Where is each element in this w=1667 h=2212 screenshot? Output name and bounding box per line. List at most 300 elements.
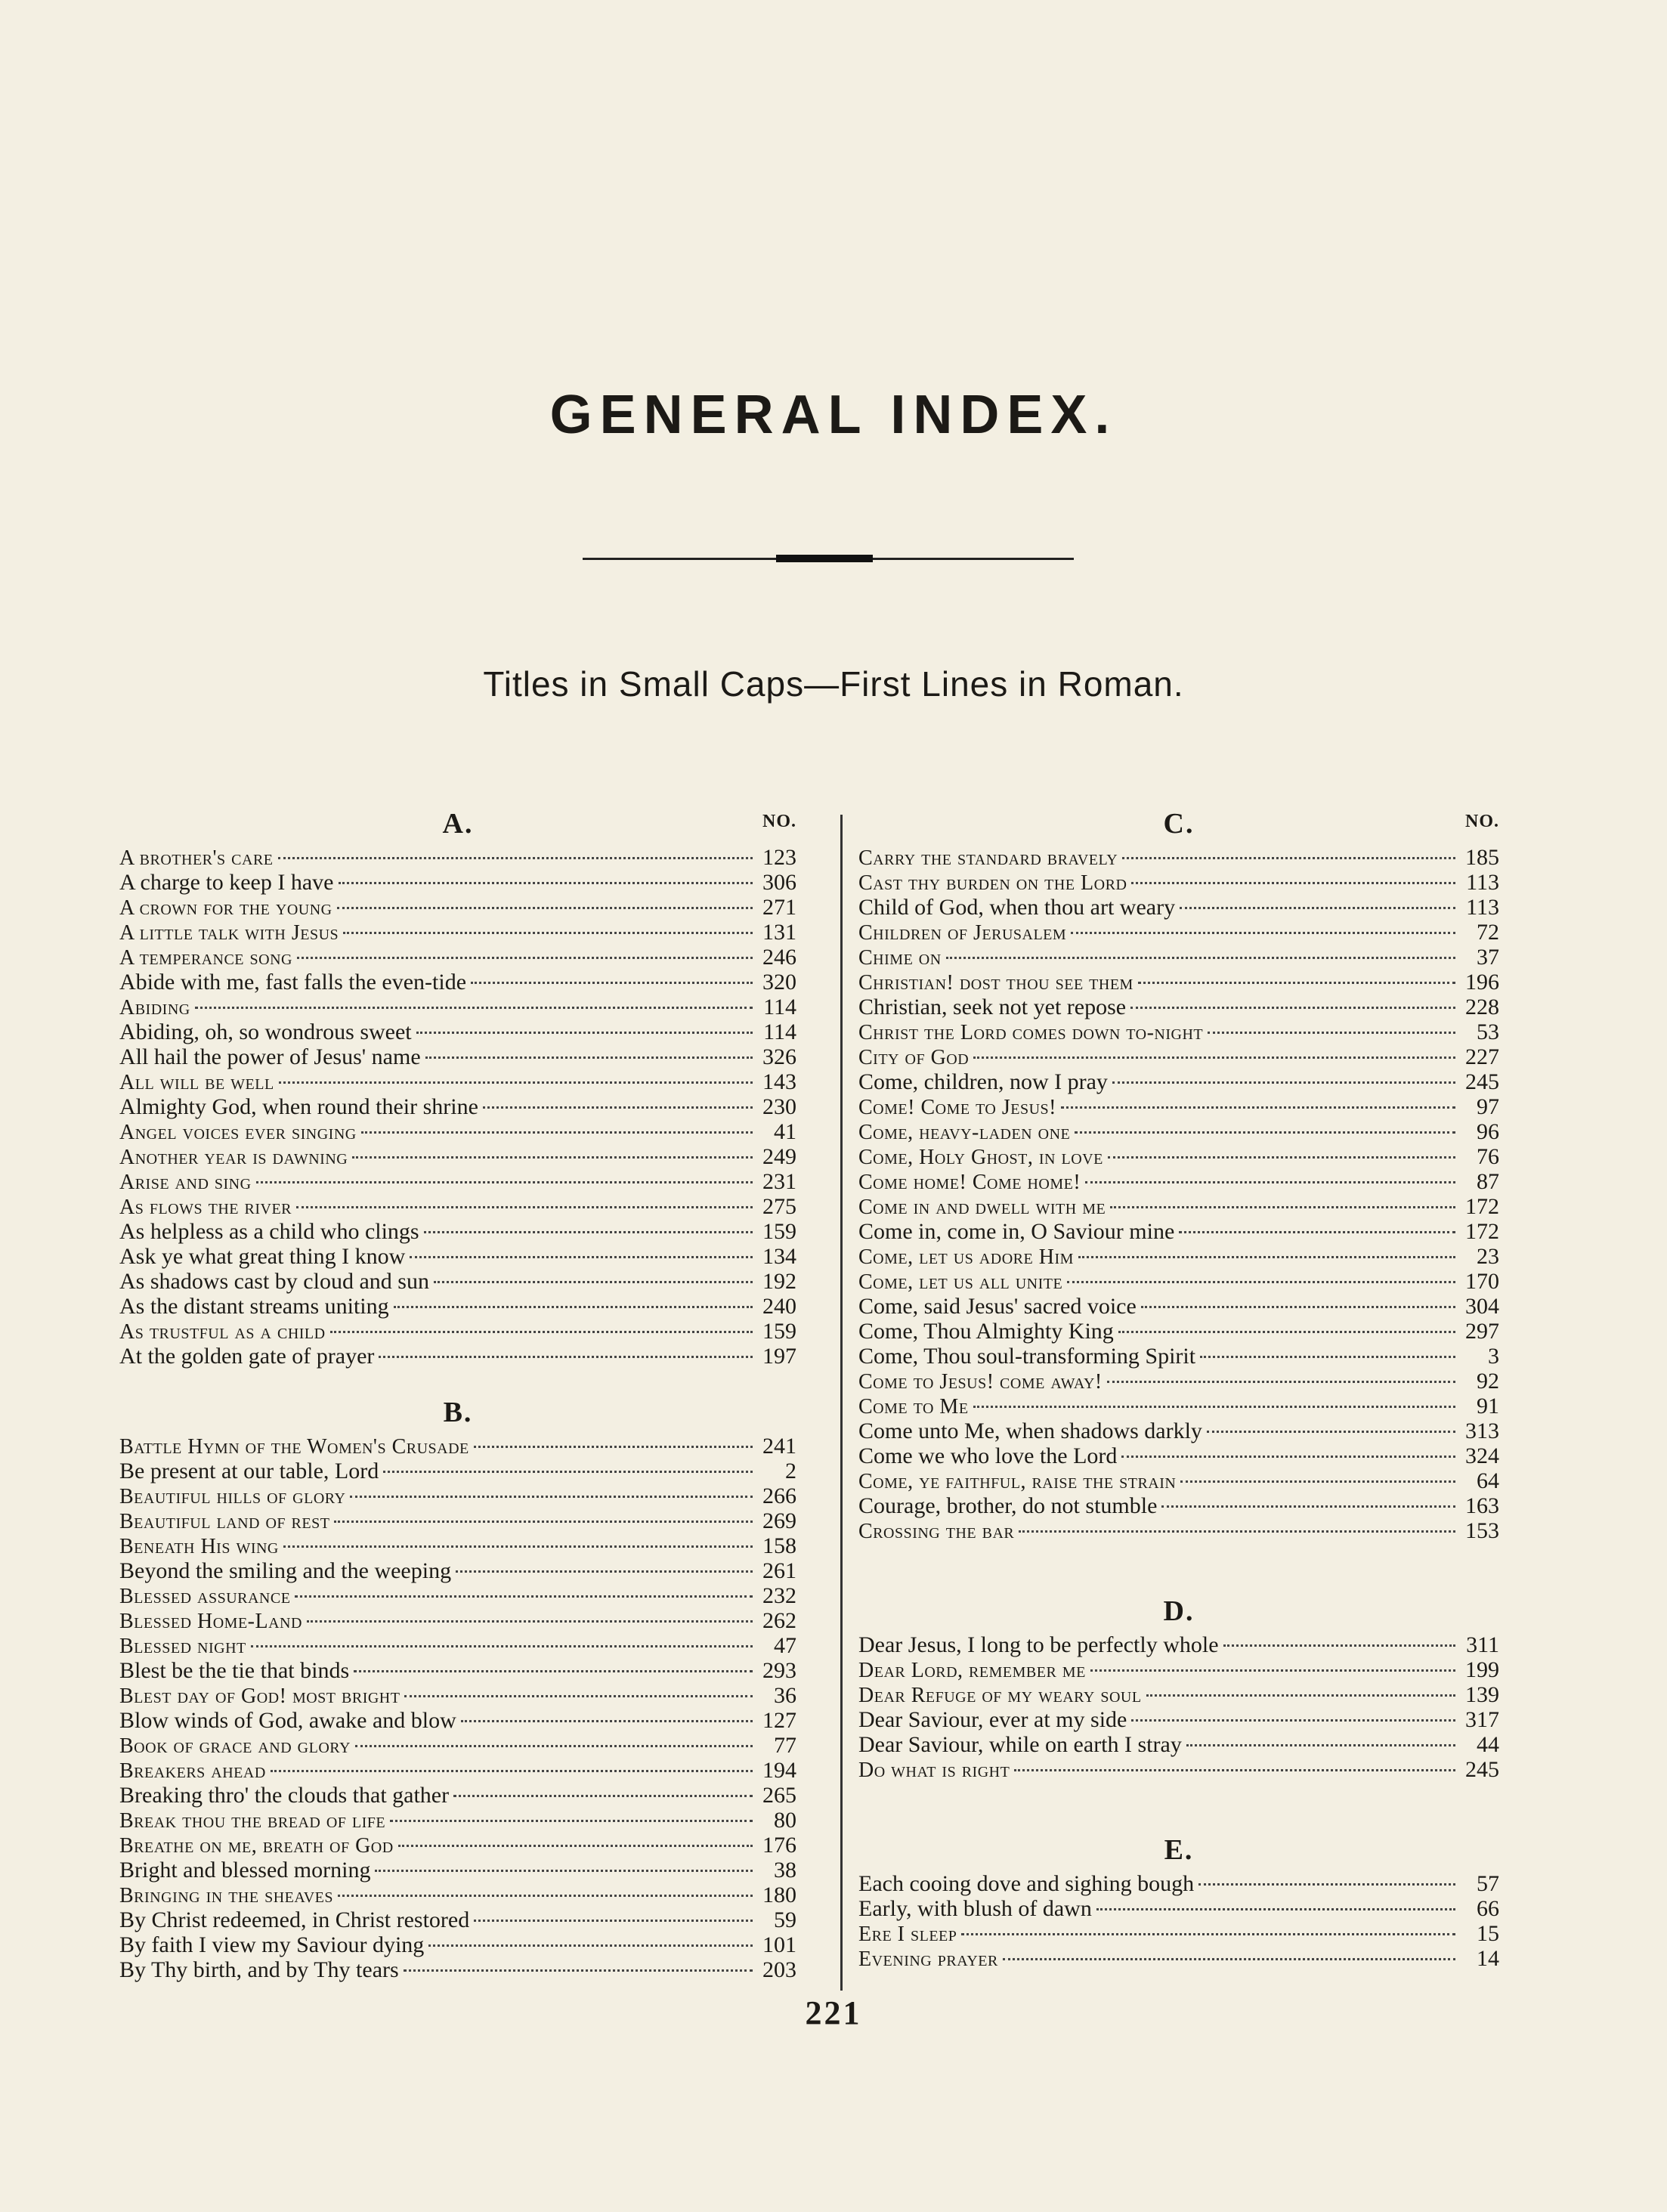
entry-title: Come to Me [858, 1395, 969, 1418]
hymn-number: 80 [774, 1808, 796, 1833]
index-entry [858, 1418, 1499, 1443]
ornamental-rule [583, 555, 1074, 564]
leader-dots [1200, 1356, 1455, 1358]
hymn-number: 36 [774, 1683, 796, 1708]
hymn-number: 44 [1477, 1732, 1499, 1757]
section-letter: C. [1163, 808, 1195, 840]
entry-title: Battle Hymn of the Women's Crusade [119, 1435, 469, 1459]
leader-dots [354, 1670, 753, 1672]
entry-first-line: As helpless as a child who clings [119, 1219, 419, 1244]
hymn-number: 123 [762, 845, 796, 870]
entry-title: Break thou the bread of life [119, 1809, 386, 1833]
leader-dots [361, 1131, 753, 1134]
hymn-number: 37 [1477, 945, 1499, 970]
index-entry [119, 1194, 796, 1219]
entry-first-line: At the golden gate of prayer [119, 1344, 375, 1369]
section-letter: E. [1164, 1834, 1194, 1866]
entry-title: Blessed night [119, 1635, 246, 1658]
entry-first-line: By Christ redeemed, in Christ restored [119, 1907, 470, 1932]
entry-first-line: Early, with blush of dawn [858, 1896, 1092, 1921]
hymn-number: 92 [1477, 1369, 1499, 1394]
entry-first-line: Courage, brother, do not stumble [858, 1493, 1158, 1518]
index-entry [858, 1319, 1499, 1344]
hymn-number: 320 [762, 970, 796, 995]
index-entry [858, 1946, 1499, 1971]
index-entry [119, 1633, 796, 1658]
hymn-number: 275 [762, 1194, 796, 1219]
hymn-number: 77 [774, 1733, 796, 1758]
hymn-number: 194 [762, 1758, 796, 1783]
index-entry [119, 1733, 796, 1758]
entry-first-line: Blow winds of God, awake and blow [119, 1708, 456, 1733]
entry-title: Come home! Come home! [858, 1171, 1081, 1194]
leader-dots [283, 1545, 753, 1548]
leader-dots [278, 857, 753, 859]
leader-dots [1180, 1480, 1455, 1483]
entry-title: Angel voices ever singing [119, 1121, 357, 1144]
leader-dots [961, 1933, 1455, 1935]
entry-title: Blessed Home-Land [119, 1610, 302, 1633]
leader-dots [973, 1057, 1455, 1059]
index-entry [858, 1468, 1499, 1493]
index-entry [858, 1069, 1499, 1094]
index-column-left [119, 803, 796, 1982]
hymn-number: 324 [1465, 1443, 1499, 1468]
leader-dots [404, 1969, 753, 1972]
hymn-number: 153 [1465, 1518, 1499, 1543]
leader-dots [1198, 1883, 1455, 1886]
entry-first-line: Ask ye what great thing I know [119, 1244, 406, 1269]
index-entry [119, 945, 796, 970]
index-entry [858, 1019, 1499, 1044]
hymn-number: 59 [774, 1907, 796, 1932]
leader-dots [338, 1895, 753, 1897]
index-entry [858, 895, 1499, 920]
entry-title: Evening prayer [858, 1947, 998, 1971]
index-entry [119, 1169, 796, 1194]
index-section [858, 1590, 1499, 1782]
page-number: 221 [805, 1994, 862, 2031]
leader-dots [1141, 1306, 1455, 1308]
entry-first-line: A charge to keep I have [119, 870, 334, 895]
entry-title: Ere I sleep [858, 1923, 957, 1946]
hymn-number: 311 [1466, 1632, 1499, 1657]
hymn-number: 227 [1465, 1044, 1499, 1069]
index-entry [119, 1044, 796, 1069]
leader-dots [1122, 857, 1455, 859]
leader-dots [1223, 1644, 1455, 1647]
index-entry [119, 1907, 796, 1932]
leader-dots [307, 1620, 753, 1623]
leader-dots [1138, 982, 1455, 984]
entry-title: Come! Come to Jesus! [858, 1096, 1056, 1119]
index-entry [858, 1169, 1499, 1194]
hymn-number: 3 [1488, 1344, 1499, 1369]
entry-first-line: As the distant streams uniting [119, 1294, 389, 1319]
entry-title: A temperance song [119, 946, 292, 970]
hymn-number: 159 [762, 1319, 796, 1344]
index-entry [119, 970, 796, 995]
index-section [858, 1829, 1499, 1971]
leader-dots [1110, 1206, 1455, 1208]
leader-dots [1207, 1431, 1455, 1433]
index-entry [119, 1708, 796, 1733]
leader-dots [355, 1745, 753, 1747]
hymn-number: 228 [1465, 995, 1499, 1019]
entry-first-line: Come, said Jesus' sacred voice [858, 1294, 1137, 1319]
hymn-number: 172 [1465, 1219, 1499, 1244]
leader-dots [1078, 1256, 1455, 1258]
index-entry [119, 1119, 796, 1144]
index-entry [119, 1658, 796, 1683]
index-entry [119, 1783, 796, 1808]
entry-first-line: Abide with me, fast falls the even-tide [119, 970, 467, 995]
index-entry [119, 1808, 796, 1833]
entry-title: Carry the standard bravely [858, 846, 1118, 870]
leader-dots [383, 1471, 753, 1473]
index-entry [119, 1219, 796, 1244]
entry-first-line: Come in, come in, O Saviour mine [858, 1219, 1175, 1244]
hymn-number: 131 [762, 920, 796, 945]
index-entry [119, 1269, 796, 1294]
leader-dots [471, 982, 753, 984]
leader-dots [416, 1032, 753, 1034]
hymn-number: 232 [762, 1583, 796, 1608]
entry-title: Christ the Lord comes down to-night [858, 1021, 1204, 1044]
index-entry [119, 1344, 796, 1369]
entry-title: As flows the river [119, 1196, 292, 1219]
hymn-number: 2 [785, 1459, 796, 1483]
entry-title: Another year is dawning [119, 1146, 348, 1169]
index-entry [858, 870, 1499, 895]
leader-dots [1180, 907, 1455, 909]
hymn-number: 269 [762, 1508, 796, 1533]
index-entry [119, 1608, 796, 1633]
index-entry [119, 1294, 796, 1319]
hymn-number: 231 [762, 1169, 796, 1194]
entry-first-line: All hail the power of Jesus' name [119, 1044, 421, 1069]
entry-title: All will be well [119, 1071, 274, 1094]
leader-dots [428, 1944, 753, 1947]
entry-title: Beneath His wing [119, 1535, 279, 1558]
entry-title: Come to Jesus! come away! [858, 1370, 1103, 1394]
entry-title: Blest day of God! most bright [119, 1685, 401, 1708]
leader-dots [1107, 1381, 1455, 1383]
index-entry [119, 1459, 796, 1483]
entry-first-line: Come, children, now I pray [858, 1069, 1108, 1094]
index-entry [858, 845, 1499, 870]
index-entry [119, 1533, 796, 1558]
hymn-number: 53 [1477, 1019, 1499, 1044]
section-gap [858, 1543, 1499, 1590]
hymn-number: 14 [1477, 1946, 1499, 1971]
index-column-right [858, 803, 1499, 1971]
number-column-header: NO. [1465, 812, 1499, 831]
leader-dots [456, 1570, 753, 1573]
hymn-number: 134 [762, 1244, 796, 1269]
hymn-number: 185 [1465, 845, 1499, 870]
hymn-number: 23 [1477, 1244, 1499, 1269]
index-entry [119, 1558, 796, 1583]
hymn-number: 91 [1477, 1394, 1499, 1418]
entry-title: Dear Lord, remember me [858, 1659, 1086, 1682]
entry-title: Come in and dwell with me [858, 1196, 1106, 1219]
hymn-number: 87 [1477, 1169, 1499, 1194]
page-subtitle: Titles in Small Caps—First Lines in Roman. [483, 664, 1184, 704]
hymn-number: 265 [762, 1783, 796, 1808]
leader-dots [256, 1181, 753, 1183]
hymn-number: 266 [762, 1483, 796, 1508]
leader-dots [1090, 1669, 1455, 1672]
hymn-number: 203 [762, 1957, 796, 1982]
entry-title: Book of grace and glory [119, 1734, 351, 1758]
leader-dots [1003, 1958, 1455, 1960]
index-entry [858, 970, 1499, 995]
leader-dots [271, 1770, 753, 1772]
entry-first-line: By faith I view my Saviour dying [119, 1932, 425, 1957]
hymn-number: 64 [1477, 1468, 1499, 1493]
leader-dots [337, 907, 753, 909]
hymn-number: 199 [1465, 1657, 1499, 1682]
section-letter: B. [443, 1397, 473, 1428]
hymn-number: 246 [762, 945, 796, 970]
entry-title: Come, Holy Ghost, in love [858, 1146, 1103, 1169]
index-entry [858, 1294, 1499, 1319]
entry-first-line: Be present at our table, Lord [119, 1459, 379, 1483]
entry-first-line: Almighty God, when round their shrine [119, 1094, 478, 1119]
entry-first-line: Beyond the smiling and the weeping [119, 1558, 452, 1583]
hymn-number: 96 [1477, 1119, 1499, 1144]
hymn-number: 326 [762, 1044, 796, 1069]
entry-title: Children of Jerusalem [858, 921, 1067, 945]
entry-title: Cast thy burden on the Lord [858, 871, 1127, 895]
index-entry [119, 870, 796, 895]
leader-dots [251, 1645, 753, 1647]
index-section [858, 803, 1499, 1543]
section-letter: D. [1163, 1595, 1195, 1627]
leader-dots [1179, 1231, 1455, 1233]
leader-dots [483, 1106, 753, 1109]
entry-title: A little talk with Jesus [119, 921, 339, 945]
hymn-number: 170 [1465, 1269, 1499, 1294]
entry-first-line: Come we who love the Lord [858, 1443, 1118, 1468]
entry-title: Dear Refuge of my weary soul [858, 1684, 1142, 1707]
leader-dots [330, 1331, 753, 1333]
hymn-number: 163 [1465, 1493, 1499, 1518]
leader-dots [398, 1845, 753, 1847]
entry-first-line: Come unto Me, when shadows darkly [858, 1418, 1202, 1443]
leader-dots [297, 957, 753, 959]
hymn-number: 97 [1477, 1094, 1499, 1119]
index-entry [858, 1657, 1499, 1682]
leader-dots [279, 1081, 753, 1084]
index-entry [858, 1632, 1499, 1657]
index-entry [119, 1583, 796, 1608]
hymn-number: 172 [1465, 1194, 1499, 1219]
index-entry [119, 1019, 796, 1044]
index-entry [858, 1369, 1499, 1394]
leader-dots [404, 1695, 753, 1697]
hymn-number: 271 [762, 895, 796, 920]
entry-title: A brother's care [119, 846, 274, 870]
index-entry [119, 1144, 796, 1169]
hymn-number: 113 [1466, 895, 1499, 920]
entry-title: Chime on [858, 946, 942, 970]
entry-title: Arise and sing [119, 1171, 252, 1194]
leader-dots [474, 1920, 753, 1922]
index-entry [858, 1518, 1499, 1543]
entry-title: As trustful as a child [119, 1320, 326, 1344]
hymn-number: 176 [762, 1833, 796, 1858]
index-entry [119, 1957, 796, 1982]
hymn-number: 261 [762, 1558, 796, 1583]
entry-first-line: Dear Saviour, ever at my side [858, 1707, 1127, 1732]
index-entry [119, 1434, 796, 1459]
leader-dots [1146, 1694, 1455, 1697]
index-entry [858, 1119, 1499, 1144]
index-entry [858, 1871, 1499, 1896]
entry-title: Beautiful land of rest [119, 1510, 330, 1533]
section-letter: A. [442, 808, 474, 840]
section-gap [858, 1782, 1499, 1829]
entry-title: City of God [858, 1046, 970, 1069]
hymn-number: 192 [762, 1269, 796, 1294]
entry-title: Bringing in the sheaves [119, 1884, 334, 1907]
index-entry [119, 1069, 796, 1094]
index-entry [858, 945, 1499, 970]
index-entry [119, 895, 796, 920]
index-entry [858, 1707, 1499, 1732]
entry-title: Come, ye faithful, raise the strain [858, 1470, 1177, 1493]
leader-dots [474, 1446, 753, 1448]
index-entry [858, 1044, 1499, 1069]
page-title: GENERAL INDEX. [549, 385, 1118, 445]
entry-first-line: Each cooing dove and sighing bough [858, 1871, 1195, 1896]
leader-dots [425, 1057, 753, 1059]
section-gap [119, 1369, 796, 1391]
leader-dots [1067, 1281, 1455, 1283]
hymn-number: 249 [762, 1144, 796, 1169]
hymn-number: 197 [762, 1344, 796, 1369]
entry-title: Come, let us all unite [858, 1270, 1063, 1294]
hymn-number: 47 [774, 1633, 796, 1658]
index-entry [119, 845, 796, 870]
hymn-number: 158 [762, 1533, 796, 1558]
entry-first-line: Dear Jesus, I long to be perfectly whole [858, 1632, 1219, 1657]
entry-first-line: Come, Thou soul-transforming Spirit [858, 1344, 1196, 1369]
leader-dots [1161, 1505, 1455, 1508]
leader-dots [1186, 1744, 1455, 1746]
index-entry [119, 995, 796, 1019]
leader-dots [350, 1496, 753, 1498]
hymn-number: 66 [1477, 1896, 1499, 1921]
entry-first-line: As shadows cast by cloud and sun [119, 1269, 429, 1294]
index-entry [119, 1683, 796, 1708]
leader-dots [1096, 1908, 1455, 1910]
leader-dots [379, 1356, 753, 1358]
hymn-number: 113 [1466, 870, 1499, 895]
entry-first-line: Dear Saviour, while on earth I stray [858, 1732, 1182, 1757]
index-entry [119, 1758, 796, 1783]
leader-dots [390, 1820, 753, 1822]
leader-dots [296, 1206, 753, 1208]
index-entry [858, 995, 1499, 1019]
leader-dots [352, 1156, 753, 1159]
index-entry [119, 1483, 796, 1508]
entry-first-line: By Thy birth, and by Thy tears [119, 1957, 399, 1982]
index-entry [119, 1858, 796, 1883]
hymn-number: 293 [762, 1658, 796, 1683]
hymn-number: 245 [1465, 1069, 1499, 1094]
leader-dots [375, 1870, 753, 1872]
entry-first-line: Abiding, oh, so wondrous sweet [119, 1019, 412, 1044]
entry-title: Crossing the bar [858, 1520, 1015, 1543]
hymn-number: 41 [774, 1119, 796, 1144]
leader-dots [394, 1306, 753, 1308]
index-entry [858, 1757, 1499, 1782]
hymn-number: 15 [1477, 1921, 1499, 1946]
index-entry [119, 1883, 796, 1907]
leader-dots [461, 1720, 753, 1722]
hymn-number: 230 [762, 1094, 796, 1119]
entry-title: Abiding [119, 996, 190, 1019]
index-entry [858, 1094, 1499, 1119]
hymn-number: 313 [1465, 1418, 1499, 1443]
hymn-number: 57 [1477, 1871, 1499, 1896]
index-entry [858, 1219, 1499, 1244]
index-entry [858, 1394, 1499, 1418]
leader-dots [1118, 1331, 1455, 1333]
hymn-number: 196 [1465, 970, 1499, 995]
entry-first-line: Child of God, when thou art weary [858, 895, 1176, 920]
index-entry [858, 1682, 1499, 1707]
hymn-number: 241 [762, 1434, 796, 1459]
hymn-number: 38 [774, 1858, 796, 1883]
index-entry [858, 1921, 1499, 1946]
column-divider [840, 815, 843, 1991]
hymn-number: 317 [1465, 1707, 1499, 1732]
hymn-number: 114 [763, 995, 796, 1019]
leader-dots [946, 957, 1455, 959]
leader-dots [1208, 1032, 1455, 1034]
leader-dots [424, 1231, 753, 1233]
index-entry [119, 1094, 796, 1119]
index-entry [858, 1896, 1499, 1921]
hymn-number: 180 [762, 1883, 796, 1907]
hymn-number: 114 [763, 1019, 796, 1044]
leader-dots [1131, 1719, 1455, 1722]
leader-dots [1019, 1530, 1455, 1533]
hymn-number: 262 [762, 1608, 796, 1633]
hymn-number: 76 [1477, 1144, 1499, 1169]
entry-title: Come, let us adore Him [858, 1245, 1074, 1269]
leader-dots [343, 932, 753, 934]
leader-dots [1085, 1181, 1455, 1183]
leader-dots [434, 1281, 753, 1283]
leader-dots [1121, 1456, 1455, 1458]
index-entry [119, 1244, 796, 1269]
index-section [119, 803, 796, 1369]
leader-dots [453, 1795, 753, 1797]
entry-first-line: Bright and blessed morning [119, 1858, 371, 1883]
entry-title: Beautiful hills of glory [119, 1485, 346, 1508]
hymn-number: 240 [762, 1294, 796, 1319]
index-entry [858, 920, 1499, 945]
index-entry [858, 1344, 1499, 1369]
hymn-number: 127 [762, 1708, 796, 1733]
hymn-number: 304 [1465, 1294, 1499, 1319]
index-entry [119, 920, 796, 945]
